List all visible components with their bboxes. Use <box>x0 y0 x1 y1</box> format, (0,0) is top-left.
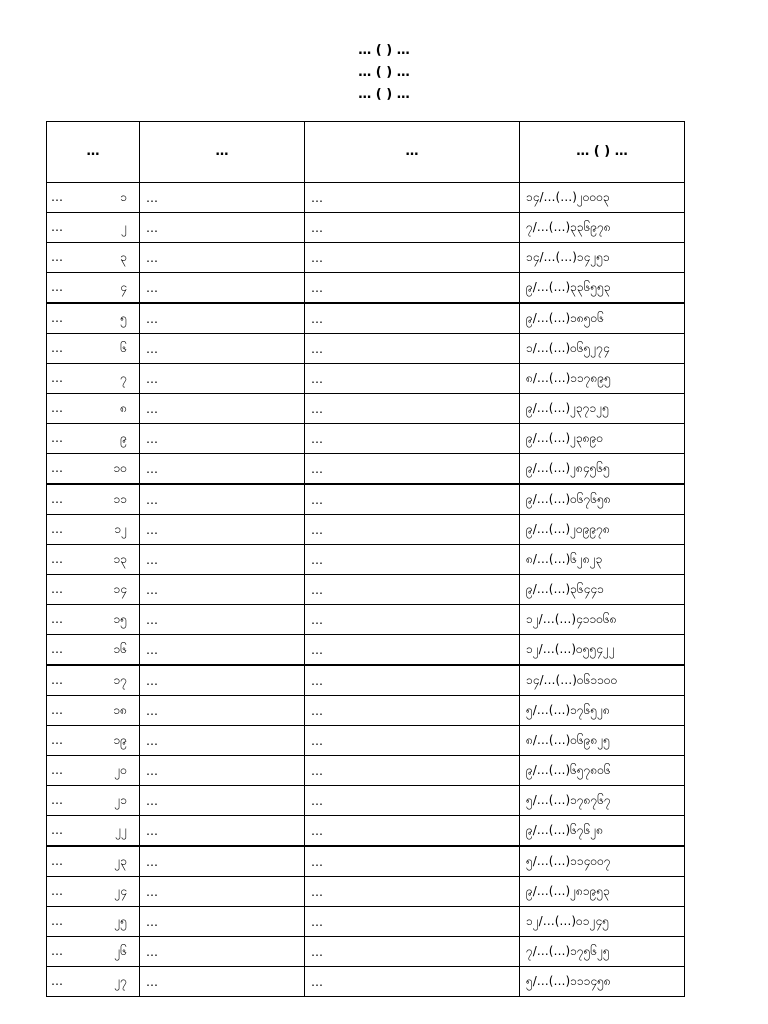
row-number-cell <box>47 937 140 967</box>
row-number: ၁၂ <box>114 521 127 536</box>
row-number: ၁၇ <box>113 672 127 687</box>
row-prefix: … <box>51 792 63 807</box>
name-cell: … <box>140 696 305 726</box>
row-number-cell <box>47 303 140 334</box>
name-cell: … <box>140 877 305 907</box>
row-prefix: … <box>51 672 63 687</box>
row-prefix: … <box>51 189 63 204</box>
row-number: ၅ <box>120 310 127 325</box>
row-number: ၁၄ <box>113 581 127 596</box>
row-number-cell <box>47 273 140 304</box>
row-prefix: … <box>51 913 63 928</box>
nrc-cell: ၉/…(…)၂၈၁၉၅၃ <box>520 877 685 907</box>
nrc-cell: ၈/…(…)၀၆၉၈၂၅ <box>520 726 685 756</box>
nrc-cell: ၉/…(…)၂၈၄၅၆၅ <box>520 454 685 485</box>
row-prefix: … <box>51 853 63 868</box>
nrc-cell: ၉/…(…)၃၆၄၄၁ <box>520 575 685 605</box>
column-header-no: … <box>47 122 140 183</box>
document-header <box>0 40 768 106</box>
table-row <box>47 515 685 545</box>
row-number-cell <box>47 816 140 847</box>
table-row <box>47 454 685 485</box>
row-prefix: … <box>51 400 63 415</box>
row-prefix: … <box>51 943 63 958</box>
row-number-cell <box>47 454 140 485</box>
row-number-cell <box>47 665 140 696</box>
row-number: ၁၃ <box>113 551 127 566</box>
father-name-cell: … <box>305 424 520 454</box>
father-name-cell: … <box>305 183 520 213</box>
row-number: ၁၉ <box>113 732 127 747</box>
row-number-cell <box>47 877 140 907</box>
name-cell: … <box>140 726 305 756</box>
father-name-cell: … <box>305 303 520 334</box>
table-row <box>47 334 685 364</box>
row-number: ၁၆ <box>113 641 127 656</box>
nrc-cell: ၉/…(…)၂၀၉၉၇၈ <box>520 515 685 545</box>
row-number-cell <box>47 696 140 726</box>
row-prefix: … <box>51 883 63 898</box>
table-row <box>47 937 685 967</box>
table-row <box>47 213 685 243</box>
father-name-cell: … <box>305 484 520 515</box>
row-number-cell <box>47 786 140 816</box>
row-number: ၄ <box>120 279 127 294</box>
nrc-cell: ၅/…(…)၁၇၆၅၂၈ <box>520 696 685 726</box>
father-name-cell: … <box>305 635 520 666</box>
row-number: ၂၁ <box>114 792 127 807</box>
row-number-cell <box>47 364 140 394</box>
row-number-cell <box>47 967 140 997</box>
father-name-cell: … <box>305 334 520 364</box>
nrc-cell: ၉/…(…)၀၆၇၆၅၈ <box>520 484 685 515</box>
father-name-cell: … <box>305 243 520 273</box>
name-cell: … <box>140 273 305 304</box>
row-prefix: … <box>51 279 63 294</box>
column-header-nrc: … ( ) … <box>520 122 685 183</box>
table-row <box>47 967 685 997</box>
name-cell: … <box>140 364 305 394</box>
nrc-cell: ၁/…(…)၀၆၅၂၇၄ <box>520 334 685 364</box>
row-prefix: … <box>51 430 63 445</box>
row-number-cell <box>47 394 140 424</box>
row-number: ၂၃ <box>114 853 127 868</box>
father-name-cell: … <box>305 545 520 575</box>
father-name-cell: … <box>305 756 520 786</box>
row-number: ၂ <box>121 219 127 234</box>
table-row <box>47 484 685 515</box>
nrc-cell: ၉/…(…)၃၃၆၅၅၃ <box>520 273 685 304</box>
row-prefix: … <box>51 973 63 988</box>
name-cell: … <box>140 605 305 635</box>
table-row <box>47 273 685 304</box>
nrc-cell: ၇/…(…)၁၇၅၆၂၅ <box>520 937 685 967</box>
name-cell: … <box>140 303 305 334</box>
row-number: ၁၈ <box>113 702 127 717</box>
nrc-cell: ၅/…(…)၁၇၈၇၆၇ <box>520 786 685 816</box>
nrc-cell: ၁၄/…(…)၀၆၁၁၀၀ <box>520 665 685 696</box>
nrc-cell: ၉/…(…)၂၃၈၉၀ <box>520 424 685 454</box>
table-row <box>47 243 685 273</box>
table-row <box>47 575 685 605</box>
name-cell: … <box>140 665 305 696</box>
table-row <box>47 786 685 816</box>
row-number: ၈ <box>120 400 127 415</box>
father-name-cell: … <box>305 786 520 816</box>
father-name-cell: … <box>305 665 520 696</box>
nrc-cell: ၉/…(…)၂၃၇၁၂၅ <box>520 394 685 424</box>
row-number: ၂၀ <box>114 762 127 777</box>
nrc-cell: ၁၄/…(…)၁၄၂၅၁ <box>520 243 685 273</box>
row-number: ၂၆ <box>114 943 127 958</box>
nrc-cell: ၁၂/…(…)၀၅၅၄၂၂ <box>520 635 685 666</box>
row-number: ၁ <box>120 189 127 204</box>
father-name-cell: … <box>305 273 520 304</box>
table-row <box>47 545 685 575</box>
row-prefix: … <box>51 762 63 777</box>
table-row <box>47 756 685 786</box>
table-row <box>47 424 685 454</box>
name-cell: … <box>140 816 305 847</box>
row-number-cell <box>47 334 140 364</box>
row-number-cell <box>47 515 140 545</box>
name-cell: … <box>140 937 305 967</box>
row-prefix: … <box>51 732 63 747</box>
row-number: ၂၄ <box>114 883 127 898</box>
nrc-cell: ၁၄/…(…)၂၀၀၀၃ <box>520 183 685 213</box>
table-row <box>47 846 685 877</box>
name-cell: … <box>140 454 305 485</box>
row-prefix: … <box>51 219 63 234</box>
row-number-cell <box>47 183 140 213</box>
header-line-3: … ( ) … <box>358 87 410 102</box>
name-cell: … <box>140 183 305 213</box>
name-cell: … <box>140 394 305 424</box>
row-prefix: … <box>51 460 63 475</box>
row-prefix: … <box>51 310 63 325</box>
father-name-cell: … <box>305 937 520 967</box>
table-row <box>47 635 685 666</box>
row-number-cell <box>47 846 140 877</box>
table-row <box>47 605 685 635</box>
table-row <box>47 726 685 756</box>
row-prefix: … <box>51 249 63 264</box>
name-cell: … <box>140 846 305 877</box>
row-number-cell <box>47 575 140 605</box>
row-prefix: … <box>51 822 63 837</box>
table-row <box>47 303 685 334</box>
father-name-cell: … <box>305 907 520 937</box>
row-number: ၂၇ <box>114 973 127 988</box>
row-number-cell <box>47 545 140 575</box>
row-prefix: … <box>51 611 63 626</box>
nrc-cell: ၈/…(…)၆၂၈၂၃ <box>520 545 685 575</box>
name-cell: … <box>140 967 305 997</box>
row-number-cell <box>47 484 140 515</box>
row-number: ၆ <box>120 340 127 355</box>
header-line-1: … ( ) … <box>358 43 410 58</box>
row-number: ၇ <box>120 370 127 385</box>
row-prefix: … <box>51 340 63 355</box>
nrc-cell: ၉/…(…)၆၅၇၈၀၆ <box>520 756 685 786</box>
row-prefix: … <box>51 641 63 656</box>
table-row <box>47 877 685 907</box>
header-line-2: … ( ) … <box>358 65 410 80</box>
row-prefix: … <box>51 702 63 717</box>
name-cell: … <box>140 334 305 364</box>
row-number: ၃ <box>120 249 127 264</box>
table-row <box>47 907 685 937</box>
row-prefix: … <box>51 521 63 536</box>
father-name-cell: … <box>305 394 520 424</box>
name-cell: … <box>140 756 305 786</box>
name-cell: … <box>140 545 305 575</box>
name-cell: … <box>140 575 305 605</box>
father-name-cell: … <box>305 846 520 877</box>
row-prefix: … <box>51 370 63 385</box>
father-name-cell: … <box>305 877 520 907</box>
name-cell: … <box>140 484 305 515</box>
table-header-row <box>47 122 685 183</box>
father-name-cell: … <box>305 454 520 485</box>
row-number: ၁၀ <box>113 460 127 475</box>
father-name-cell: … <box>305 696 520 726</box>
father-name-cell: … <box>305 967 520 997</box>
table-row <box>47 394 685 424</box>
row-number-cell <box>47 213 140 243</box>
row-number-cell <box>47 605 140 635</box>
nrc-cell: ၉/…(…)၁၈၅၀၆ <box>520 303 685 334</box>
row-prefix: … <box>51 581 63 596</box>
row-number-cell <box>47 635 140 666</box>
nrc-cell: ၁၂/…(…)၄၁၁၀၆၈ <box>520 605 685 635</box>
father-name-cell: … <box>305 515 520 545</box>
father-name-cell: … <box>305 575 520 605</box>
row-prefix: … <box>51 551 63 566</box>
table-row <box>47 665 685 696</box>
row-number: ၂၅ <box>114 913 127 928</box>
row-number-cell <box>47 243 140 273</box>
name-cell: … <box>140 907 305 937</box>
row-number: ၁၁ <box>113 491 127 506</box>
row-number: ၂၂ <box>115 822 127 837</box>
name-cell: … <box>140 243 305 273</box>
nrc-cell: ၉/…(…)၆၇၆၂၈ <box>520 816 685 847</box>
column-header-father: … <box>305 122 520 183</box>
father-name-cell: … <box>305 816 520 847</box>
name-cell: … <box>140 515 305 545</box>
nrc-cell: ၁၂/…(…)၀၁၂၄၅ <box>520 907 685 937</box>
name-cell: … <box>140 424 305 454</box>
father-name-cell: … <box>305 213 520 243</box>
father-name-cell: … <box>305 726 520 756</box>
name-cell: … <box>140 786 305 816</box>
row-number-cell <box>47 907 140 937</box>
row-number-cell <box>47 424 140 454</box>
nrc-cell: ၅/…(…)၁၁၁၄၅၈ <box>520 967 685 997</box>
table-row <box>47 183 685 213</box>
father-name-cell: … <box>305 605 520 635</box>
table-row <box>47 816 685 847</box>
name-cell: … <box>140 213 305 243</box>
nrc-cell: ၈/…(…)၁၁၇၈၉၅ <box>520 364 685 394</box>
row-number-cell <box>47 726 140 756</box>
name-cell: … <box>140 635 305 666</box>
row-number: ၉ <box>120 430 127 445</box>
table-row <box>47 696 685 726</box>
row-number-cell <box>47 756 140 786</box>
father-name-cell: … <box>305 364 520 394</box>
row-number: ၁၅ <box>113 611 127 626</box>
table-row <box>47 364 685 394</box>
row-prefix: … <box>51 491 63 506</box>
registration-table <box>46 121 685 997</box>
nrc-cell: ၅/…(…)၁၁၄၀၀၇ <box>520 846 685 877</box>
nrc-cell: ၇/…(…)၃၃၆၉၇၈ <box>520 213 685 243</box>
column-header-name: … <box>140 122 305 183</box>
